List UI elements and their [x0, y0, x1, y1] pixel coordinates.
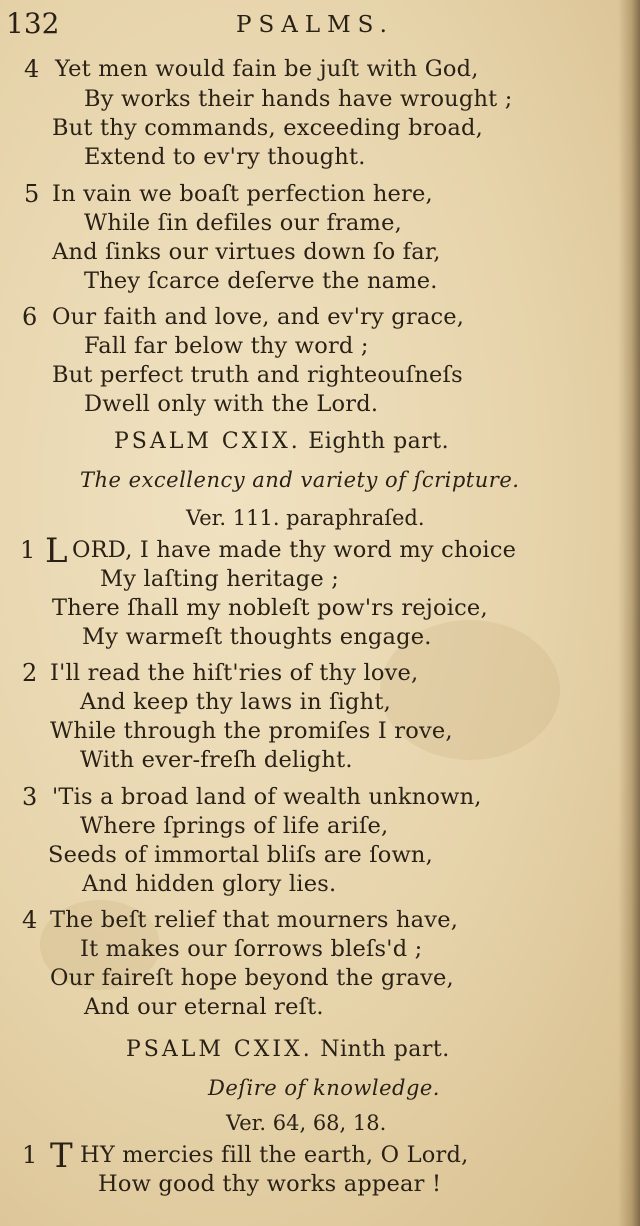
verse-line: While ſin defiles our frame, [84, 210, 402, 236]
psalm-subtitle: The excellency and variety of ſcripture. [80, 468, 520, 492]
verse-line: And ſinks our virtues down ſo far, [52, 239, 441, 265]
psalm-heading-part: Ninth part. [320, 1037, 450, 1062]
verse-reference: Ver. 111. paraphraſed. [186, 506, 425, 530]
verse-line: With ever-freſh delight. [80, 747, 353, 773]
verse-number: 5 [24, 180, 40, 208]
psalm-heading [114, 427, 449, 457]
verse-line: Our faith and love, and ev'ry grace, [52, 304, 465, 330]
verse-number: 4 [22, 906, 38, 934]
verse-line: It makes our ſorrows bleſs'd ; [80, 936, 423, 962]
verse-line: Our faireſt hope beyond the grave, [50, 965, 454, 991]
psalm-subtitle: Deſire of knowledge. [208, 1076, 440, 1100]
verse-line: Yet men would fain be juſt with God, [55, 56, 479, 82]
psalm-heading-part: Eighth part. [308, 429, 450, 454]
verse-line: While through the promiſes I rove, [50, 718, 453, 744]
verse-line: But perfect truth and righteouſneſs [52, 362, 463, 388]
verse-line: By works their hands have wrought ; [84, 86, 513, 112]
verse-line: There ſhall my nobleſt pow'rs rejoice, [52, 595, 488, 621]
verse-number: 6 [22, 303, 38, 331]
verse-line: Dwell only with the Lord. [84, 391, 379, 417]
verse-number: 1 [22, 1141, 38, 1169]
page-gutter-shadow [618, 0, 640, 1226]
verse-line: Where ſprings of life ariſe, [80, 813, 389, 839]
verse-number: 1 [20, 536, 36, 564]
verse-line: They ſcarce deſerve the name. [84, 268, 438, 294]
verse-line: Seeds of immortal bliſs are ſown, [48, 842, 433, 868]
psalm-heading-title: PSALM CXIX. [114, 429, 301, 454]
verse-number: 4 [24, 55, 40, 83]
verse-line: And hidden glory lies. [82, 871, 337, 897]
verse-line: HY mercies fill the earth, O Lord, [80, 1142, 469, 1168]
verse-line: My warmeſt thoughts engage. [82, 624, 432, 650]
psalm-heading [126, 1035, 450, 1065]
verse-line: But thy commands, exceeding broad, [52, 115, 483, 141]
psalm-heading-title: PSALM CXIX. [126, 1037, 313, 1062]
running-head: PSALMS. [236, 12, 394, 38]
verse-line: 'Tis a broad land of wealth unknown, [52, 784, 482, 810]
verse-line: And our eternal reſt. [84, 994, 324, 1020]
verse-number: 3 [22, 783, 38, 811]
page-number: 132 [6, 7, 60, 40]
verse-line: ORD, I have made thy word my choice [72, 537, 517, 563]
drop-cap: L [45, 531, 68, 571]
verse-line: Fall far below thy word ; [84, 333, 369, 359]
verse-line: Extend to ev'ry thought. [84, 144, 366, 170]
verse-line: My laſting heritage ; [100, 566, 339, 592]
drop-cap: T [50, 1136, 73, 1176]
verse-line: The beſt relief that mourners have, [50, 907, 459, 933]
verse-line: And keep thy laws in ſight, [80, 689, 391, 715]
verse-reference: Ver. 64, 68, 18. [226, 1111, 387, 1135]
verse-line: In vain we boaſt perfection here, [52, 181, 433, 207]
page-header [0, 8, 620, 40]
verse-number: 2 [22, 659, 38, 687]
verse-line: How good thy works appear ! [98, 1171, 442, 1197]
verse-line: I'll read the hiſt'ries of thy love, [50, 660, 419, 686]
